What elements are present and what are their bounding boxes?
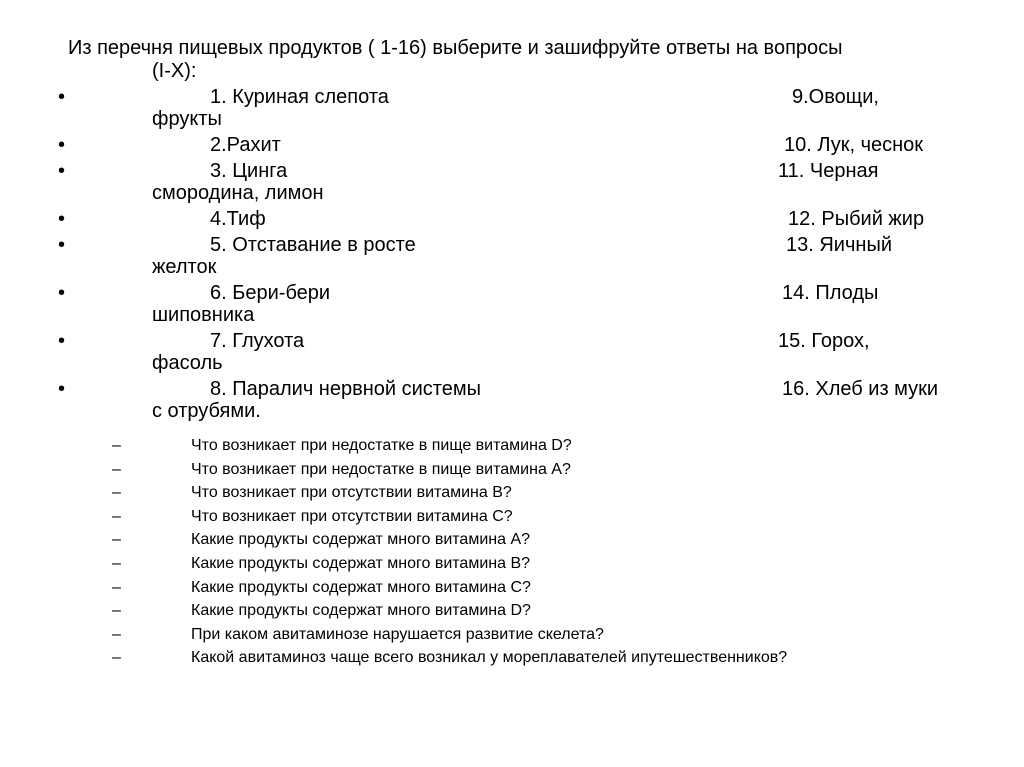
list-item [0,86,1024,130]
question-item [0,481,1024,505]
disease-label: 3. Цинга [210,160,288,182]
dash-icon: – [112,507,121,525]
food-label: 11. Черная [778,160,879,182]
dash-icon: – [112,649,121,667]
dash-icon: – [112,437,121,454]
disease-label: 1. Куриная слепота [210,86,389,108]
heading-line-1: Из перечня пищевых продуктов ( 1-16) выберите и зашифруйте ответы на вопросы [68,37,843,59]
question-item [0,552,1024,576]
question-text: Какие продукты содержат много витамина B? [191,554,531,572]
list-item [0,330,1024,374]
food-label-continued: с отрубями. [152,400,261,422]
question-text: Что возникает при недостатке в пище витамина A? [191,460,571,478]
question-item [0,458,1024,482]
dash-icon: – [112,625,121,643]
dash-icon: – [112,531,121,549]
food-label-continued: смородина, лимон [152,182,324,204]
food-label-continued: шиповника [152,304,255,326]
bullet-icon: • [58,160,66,182]
bullet-icon: • [58,208,66,230]
question-item [0,434,1024,458]
list-item [0,378,1024,422]
dash-icon: – [112,460,121,478]
task-heading [68,37,978,83]
question-text: Какой авитаминоз чаще всего возникал у мореплавателей ипутешественников? [191,649,788,667]
bullet-icon: • [58,282,66,304]
food-label: 16. Хлеб из муки [782,378,939,400]
bullet-icon: • [58,378,66,400]
list-item [0,282,1024,326]
food-label-continued: желток [152,256,217,278]
list-item [0,234,1024,278]
question-item [0,505,1024,529]
question-item [0,576,1024,600]
food-label-continued: фрукты [152,108,222,130]
question-text: При каком авитаминозе нарушается развитие скелета? [191,625,604,643]
question-text: Какие продукты содержат много витамина D? [191,602,531,620]
question-text: Что возникает при недостатке в пище витамина D? [191,437,572,454]
dash-icon: – [112,602,121,620]
food-label: 14. Плоды [782,282,879,304]
list-item [0,134,1024,156]
question-item [0,528,1024,552]
question-item [0,599,1024,623]
disease-label: 7. Глухота [210,330,305,352]
list-item [0,160,1024,204]
disease-label: 6. Бери-бери [210,282,331,304]
disease-label: 4.Тиф [210,208,266,230]
food-label: 10. Лук, чеснок [784,134,924,156]
heading-line-2: (I-X): [152,60,197,82]
question-item [0,623,1024,647]
bullet-icon: • [58,330,66,352]
question-text: Что возникает при отсутствии витамина B? [191,484,512,502]
bullet-icon: • [58,86,66,108]
bullet-icon: • [58,134,66,156]
dash-icon: – [112,484,121,502]
question-item [0,646,1024,670]
bullet-icon: • [58,234,66,256]
food-disease-list [0,86,1024,426]
question-text: Что возникает при отсутствии витамина C? [191,507,513,525]
question-text: Какие продукты содержат много витамина A? [191,531,531,549]
disease-label: 8. Паралич нервной системы [210,378,481,400]
question-text: Какие продукты содержат много витамина C? [191,578,531,596]
food-label: 15. Горох, [778,330,870,352]
list-item [0,208,1024,230]
food-label: 9.Овощи, [792,86,879,108]
question-list [0,434,1024,670]
disease-label: 5. Отставание в росте [210,234,416,256]
dash-icon: – [112,554,121,572]
dash-icon: – [112,578,121,596]
food-label: 13. Яичный [786,234,892,256]
food-label-continued: фасоль [152,352,223,374]
food-label: 12. Рыбий жир [788,208,925,230]
disease-label: 2.Рахит [210,134,281,156]
